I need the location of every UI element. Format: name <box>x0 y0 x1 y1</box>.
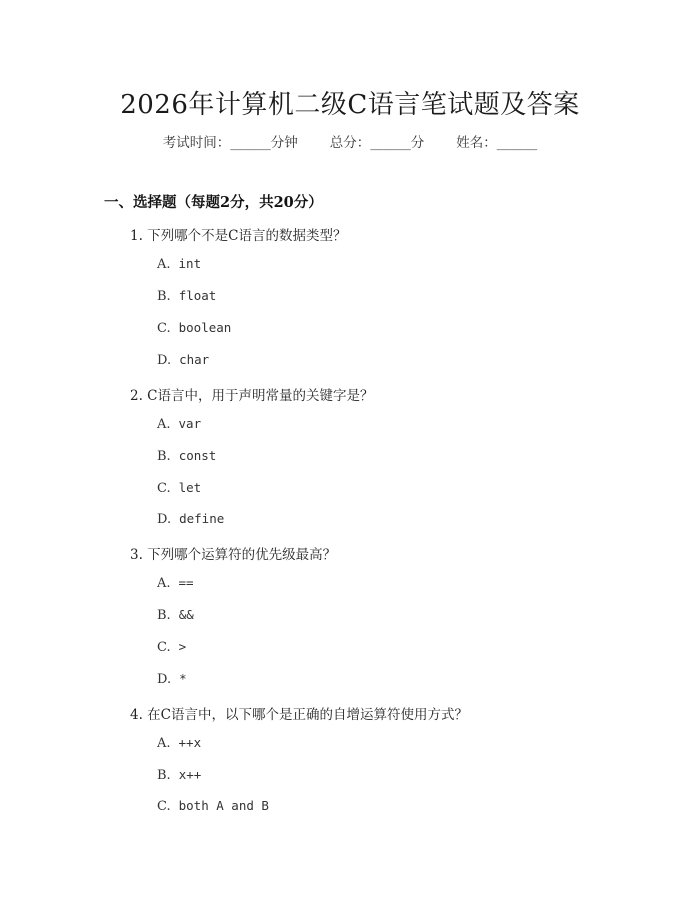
question-3-option-a: A. == <box>157 575 194 591</box>
question-2-option-b: B. const <box>157 448 217 464</box>
question-1-option-b: B. float <box>157 288 217 304</box>
exam-info <box>0 131 700 151</box>
question-2: 2. C语言中，用于声明常量的关键字是？ <box>130 388 374 404</box>
exam-name: 姓名：______ <box>456 135 538 151</box>
exam-time: 考试时间：______分钟 <box>162 135 298 151</box>
question-1-option-d: D. char <box>157 352 210 368</box>
section-heading: 一、选择题（每题2分，共20分） <box>104 194 323 211</box>
exam-score: 总分：______分 <box>329 135 425 151</box>
question-4: 4. 在C语言中，以下哪个是正确的自增运算符使用方式？ <box>130 707 469 723</box>
question-1-option-a: A. int <box>157 256 202 272</box>
question-4-option-a: A. ++x <box>157 735 202 751</box>
page-title: 2026年计算机二级C语言笔试题及答案 <box>120 90 580 120</box>
question-2-option-a: A. var <box>157 416 202 432</box>
question-1: 1. 下列哪个不是C语言的数据类型？ <box>130 228 347 244</box>
question-3-option-d: D. * <box>157 671 187 687</box>
question-4-option-b: B. x++ <box>157 767 202 783</box>
question-3-option-b: B. && <box>157 607 194 623</box>
question-2-option-c: C. let <box>157 480 202 496</box>
question-3: 3. 下列哪个运算符的优先级最高？ <box>130 547 337 563</box>
question-4-option-c: C. both A and B <box>157 798 269 814</box>
question-3-option-c: C. > <box>157 639 187 655</box>
question-1-option-c: C. boolean <box>157 320 232 336</box>
question-2-option-d: D. define <box>157 511 225 527</box>
